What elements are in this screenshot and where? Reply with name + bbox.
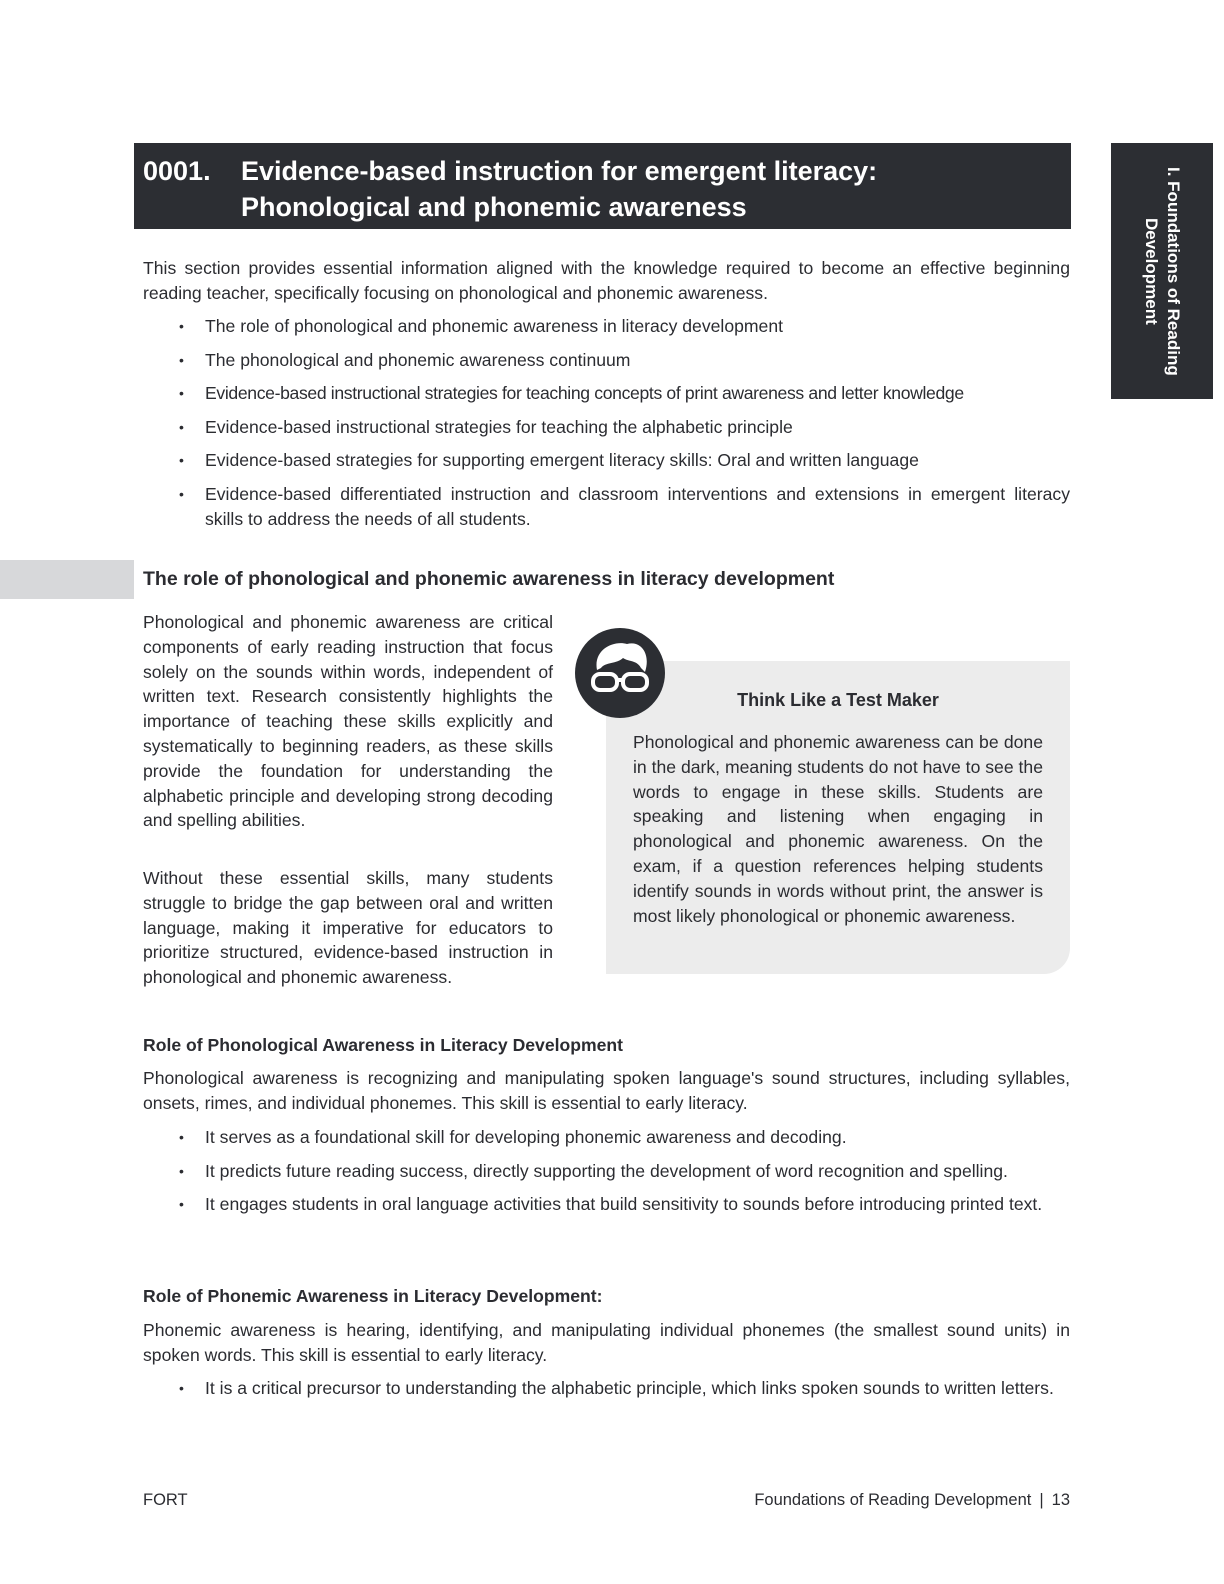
list-item-text: Evidence-based instructional strategies for teaching concepts of print awareness and letter knowledge	[205, 383, 964, 403]
section-title	[241, 153, 877, 229]
phonemic-bullet-list	[143, 1376, 1070, 1410]
intro-bullet-list	[143, 314, 1070, 540]
list-item-text: It serves as a foundational skill for developing phonemic awareness and decoding.	[205, 1127, 847, 1147]
list-item	[143, 482, 1070, 532]
test-maker-callout	[606, 661, 1070, 974]
bullet-icon: •	[179, 485, 184, 502]
chapter-side-tab-label: I. Foundations of Reading Development	[1142, 166, 1183, 376]
section-marker	[0, 560, 134, 599]
list-item	[143, 381, 1070, 406]
phonological-bullet-list	[143, 1125, 1070, 1226]
bullet-icon: •	[179, 452, 184, 468]
footer-book-title: Foundations of Reading Development	[754, 1491, 1032, 1509]
bullet-icon: •	[179, 318, 184, 334]
phonemic-subheading: Role of Phonemic Awareness in Literacy Development:	[143, 1286, 603, 1306]
phonemic-paragraph: Phonemic awareness is hearing, identifying, and manipulating individual phonemes (the smallest sound units) in spoken words. This skill is essential to early literacy.	[143, 1320, 1070, 1365]
bullet-icon: •	[179, 1380, 184, 1396]
list-item	[143, 1376, 1070, 1401]
list-item-text: It is a critical precursor to understanding the alphabetic principle, which links spoken sounds to written letters.	[205, 1378, 1054, 1398]
section-heading: The role of phonological and phonemic awareness in literacy development	[143, 568, 835, 590]
bullet-icon: •	[179, 1162, 184, 1179]
footer-page-info	[754, 1489, 1070, 1511]
list-item-text: Evidence-based strategies for supporting emergent literacy skills: Oral and written language	[205, 450, 919, 470]
list-item	[143, 1192, 1070, 1217]
list-item	[143, 415, 1070, 440]
list-item	[143, 448, 1070, 473]
list-item-text: The phonological and phonemic awareness continuum	[205, 349, 631, 370]
section-header	[134, 143, 1071, 229]
phonological-subheading: Role of Phonological Awareness in Literacy Development	[143, 1035, 624, 1055]
callout-body: Phonological and phonemic awareness can be done in the dark, meaning students do not have to see the words to engage in these skills. Students are speaking and listening when engaging in phonological and phonemic awareness. On the exam, if a question references helping students identify sounds in words without print, the answer is most likely phonological or phonemic awareness.	[633, 732, 1043, 926]
list-item-text: It engages students in oral language activities that build sensitivity to sounds before introducing printed text.	[205, 1194, 1043, 1214]
section-number: 0001.	[143, 156, 211, 186]
list-item	[143, 348, 1070, 373]
list-item	[143, 1159, 1070, 1184]
section-paragraph-2: Without these essential skills, many students struggle to bridge the gap between oral and written language, making it imperative for educators to prioritize structured, evidence-based instruction in phonological and phonemic awareness.	[143, 868, 553, 988]
footer-code: FORT	[143, 1491, 188, 1509]
list-item-text: The role of phonological and phonemic awareness in literacy development	[205, 316, 784, 336]
list-item-text: It predicts future reading success, directly supporting the development of word recognition and spelling.	[205, 1160, 1008, 1181]
section-paragraph-1: Phonological and phonemic awareness are critical components of early reading instruction that focus solely on the sounds within words, independent of written text. Research consistently highlights the importance of teaching these skills explicitly and systematically to beginning readers, as these skills provide the foundation for understanding the alphabetic principle and developing strong decoding and spelling abilities.	[143, 612, 553, 831]
bullet-icon: •	[179, 351, 184, 368]
list-item-text: Evidence-based instructional strategies for teaching the alphabetic principle	[205, 416, 793, 437]
footer-separator: |	[1039, 1491, 1044, 1509]
bullet-icon: •	[179, 1129, 184, 1145]
phonological-paragraph: Phonological awareness is recognizing and manipulating spoken language's sound structures, including syllables, onsets, rimes, and individual phonemes. This skill is essential to early literacy.	[143, 1068, 1070, 1113]
bullet-icon: •	[179, 385, 184, 401]
test-maker-icon	[575, 628, 665, 718]
chapter-side-tab	[1111, 143, 1213, 399]
bullet-icon: •	[179, 418, 184, 435]
list-item	[143, 1125, 1070, 1150]
section-title-line1: Evidence-based instruction for emergent literacy:	[241, 156, 878, 186]
list-item-text: Evidence-based differentiated instruction and classroom interventions and extensions in emergent literacy skills to address the needs of all students.	[205, 483, 1070, 529]
callout-title: Think Like a Test Maker	[737, 690, 939, 710]
bullet-icon: •	[179, 1196, 184, 1212]
intro-paragraph: This section provides essential information aligned with the knowledge required to become an effective beginning reading teacher, specifically focusing on phonological and phonemic awareness.	[143, 258, 1070, 303]
section-title-line2: Phonological and phonemic awareness	[241, 192, 747, 222]
page-number: 13	[1051, 1491, 1070, 1509]
list-item	[143, 314, 1070, 339]
